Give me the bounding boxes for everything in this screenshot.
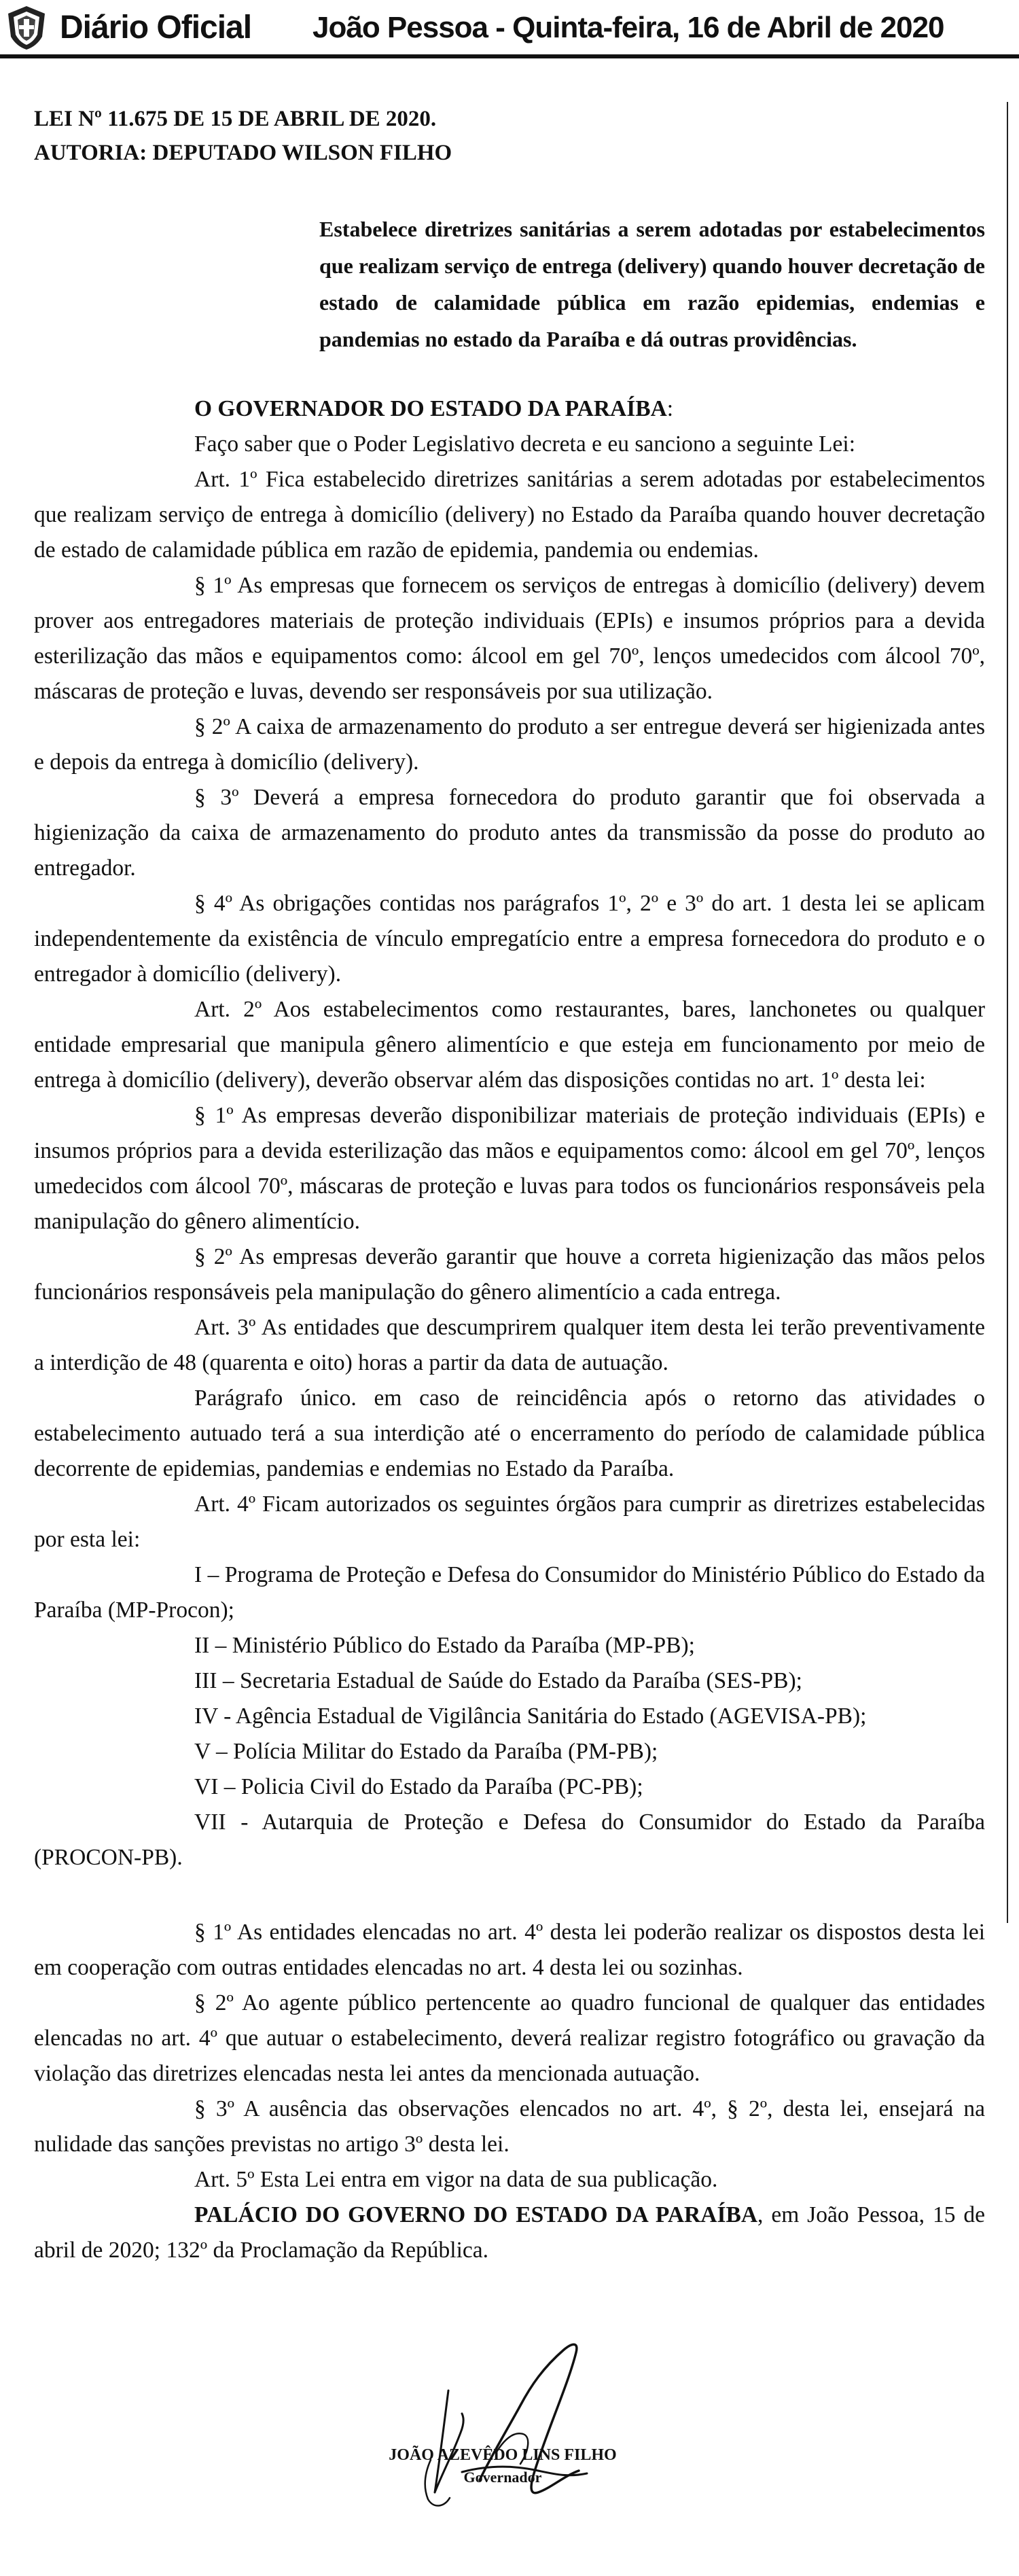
article-1-paragraph-3: § 3º Deverá a empresa fornecedora do produto garantir que foi observada a higienização da caixa de armazenamento do produto antes da transmissão da posse do produto ao entregador.: [34, 785, 985, 881]
article-2-paragraph-1: § 1º As empresas deverão disponibilizar materiais de proteção individuais (EPIs) e insumos próprios para a devida esterilização das mãos e equipamentos como: álcool em gel 70º, lenços umedecidos com álcool 70º, máscaras de proteção e luvas para todos os funcionários responsáveis pela manipulação do gênero alimentício.: [34, 1103, 985, 1234]
column-rule: [1007, 102, 1008, 1923]
issue-dateline: João Pessoa - Quinta-feira, 16 de Abril de 2020: [312, 11, 944, 44]
article-4-paragraph-3: § 3º A ausência das observações elencados no art. 4º, § 2º, desta lei, ensejará na nulidade das sanções previstas no artigo 3º desta lei.: [34, 2096, 985, 2157]
article-1-paragraph-1: § 1º As empresas que fornecem os serviços de entregas à domicílio (delivery) devem prover aos entregadores materiais de proteção individuais (EPIs) e insumos próprios para a devida esterilização das mãos e equipamentos como: álcool em gel 70º, lenços umedecidos com álcool 70º, máscaras de proteção e luvas, devendo ser responsáveis por sua utilização.: [34, 573, 985, 704]
governor-heading: O GOVERNADOR DO ESTADO DA PARAÍBA:: [194, 396, 674, 421]
law-authorship: AUTORIA: DEPUTADO WILSON FILHO: [34, 141, 452, 165]
article-4: Art. 4º Ficam autorizados os seguintes órgãos para cumprir as diretrizes estabelecidas por esta lei:: [34, 1492, 985, 1552]
newspaper-title: Diário Oficial: [60, 10, 252, 46]
article-4-paragraph-2: § 2º Ao agente público pertencente ao quadro funcional de qualquer das entidades elencadas no art. 4º que autuar o estabelecimento, deverá realizar registro fotográfico ou gravação da violação das diretrizes elencadas nesta lei antes da mencionada autuação.: [34, 1990, 985, 2086]
organ-item: IV - Agência Estadual de Vigilância Sanitária do Estado (AGEVISA-PB);: [194, 1704, 867, 1729]
article-5: Art. 5º Esta Lei entra em vigor na data de sua publicação.: [194, 2167, 718, 2192]
article-1-paragraph-4: § 4º As obrigações contidas nos parágrafos 1º, 2º e 3º do art. 1 desta lei se aplicam independentemente da existência de vínculo empregatício entre a empresa fornecedora do produto e o entregador à domicílio (delivery).: [34, 891, 985, 987]
article-3: Art. 3º As entidades que descumprirem qualquer item desta lei terão preventivamente a interdição de 48 (quarenta e oito) horas a partir da data de autuação.: [34, 1315, 985, 1375]
law-text: [34, 102, 985, 2268]
article-1-paragraph-2: § 2º A caixa de armazenamento do produto a ser entregue deverá ser higienizada antes e depois da entrega à domicílio (delivery).: [34, 714, 985, 775]
law-number: LEI Nº 11.675 DE 15 DE ABRIL DE 2020.: [34, 107, 437, 131]
article-2-paragraph-2: § 2º As empresas deverão garantir que houve a correta higienização das mãos pelos funcionários responsáveis pela manipulação do gênero alimentício a cada entrega.: [34, 1244, 985, 1305]
signatory-role: Governador: [463, 2469, 542, 2486]
organ-item: I – Programa de Proteção e Defesa do Consumidor do Ministério Público do Estado da Paraíba (MP-Procon);: [34, 1562, 985, 1623]
handwritten-signature: [360, 2310, 645, 2535]
column-break-gap: [34, 1875, 985, 1915]
article-1: Art. 1º Fica estabelecido diretrizes sanitárias a serem adotadas por estabelecimentos que realizam serviço de entrega à domicílio (delivery) no Estado da Paraíba quando houver decretação de estado de calamidade pública em razão de epidemia, pandemia ou endemias.: [34, 467, 985, 563]
law-ementa: Estabelece diretrizes sanitárias a serem adotadas por estabelecimentos que realizam serviço de entrega (delivery) quando houver decretação de estado de calamidade pública em razão epidemias, endemias e pandemias no estado da Paraíba e dá outras providências.: [319, 217, 985, 351]
header-divider: [0, 54, 1019, 58]
article-3-sole-paragraph: Parágrafo único. em caso de reincidência após o retorno das atividades o estabelecimento autuado terá a sua interdição até o encerramento do período de calamidade pública decorrente de epidemias, pandemias e endemias no Estado da Paraíba.: [34, 1386, 985, 1481]
coat-of-arms-icon: [4, 4, 49, 52]
organ-item: II – Ministério Público do Estado da Paraíba (MP-PB);: [194, 1633, 695, 1658]
organ-item: VII - Autarquia de Proteção e Defesa do Consumidor do Estado da Paraíba (PROCON-PB).: [34, 1810, 985, 1870]
article-4-paragraph-1: § 1º As entidades elencadas no art. 4º desta lei poderão realizar os dispostos desta lei em cooperação com outras entidades elencadas no art. 4 desta lei ou sozinhas.: [34, 1920, 985, 1980]
article-2: Art. 2º Aos estabelecimentos como restaurantes, bares, lanchonetes ou qualquer entidade empresarial que manipula gênero alimentício e que esteja em funcionamento por meio de entrega à domicílio (delivery), deverão observar além das disposições contidas no art. 1º desta lei:: [34, 997, 985, 1093]
organ-item: III – Secretaria Estadual de Saúde do Estado da Paraíba (SES-PB);: [194, 1668, 802, 1693]
closing-formula: PALÁCIO DO GOVERNO DO ESTADO DA PARAÍBA, em João Pessoa, 15 de abril de 2020; 132º da Proclamação da República.: [34, 2202, 985, 2263]
organ-item: VI – Policia Civil do Estado da Paraíba (PC-PB);: [194, 1774, 643, 1799]
signatory-name: JOÃO AZEVÊDO LINS FILHO: [389, 2446, 617, 2464]
page-header: [0, 0, 1019, 56]
enactment-clause: Faço saber que o Poder Legislativo decreta e eu sanciono a seguinte Lei:: [194, 431, 856, 457]
organ-item: V – Polícia Militar do Estado da Paraíba (PM-PB);: [194, 1739, 658, 1764]
